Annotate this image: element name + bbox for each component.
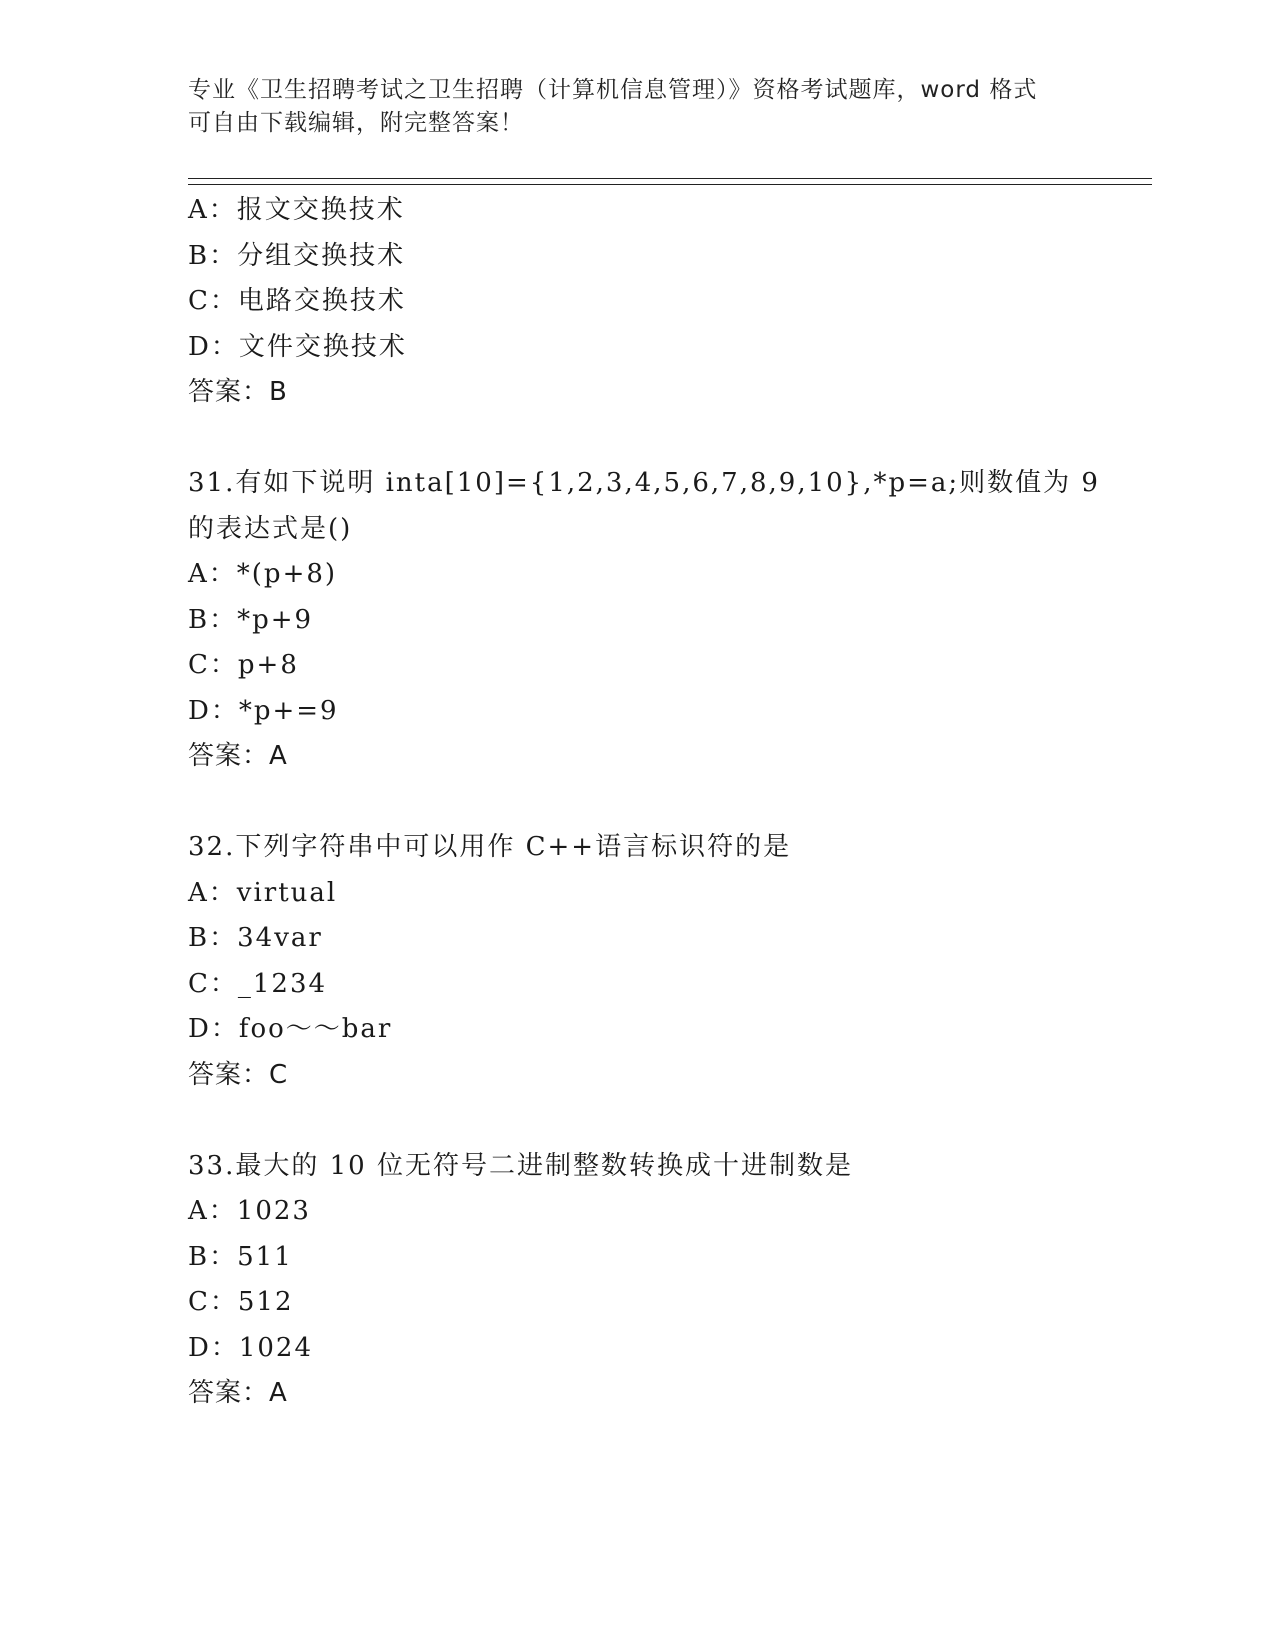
answer-line: 答案：A: [188, 741, 288, 771]
option-b: B：分组交换技术: [188, 240, 406, 271]
question-32: [188, 825, 1108, 1098]
header-title-line-1: 专业《卫生招聘考试之卫生招聘（计算机信息管理）》资格考试题库，word 格式: [188, 77, 1038, 103]
spacer: [188, 1098, 1108, 1144]
option-c: C：_1234: [188, 968, 328, 999]
option-b: B：511: [188, 1241, 293, 1272]
question-stem-line-1: 33.最大的 10 位无符号二进制整数转换成十进制数是: [188, 1150, 853, 1181]
option-c: C：电路交换技术: [188, 286, 406, 316]
question-stem-line-2: 的表达式是(): [188, 513, 353, 544]
option-d: D：*p+=9: [188, 695, 339, 726]
option-c: C：p+8: [188, 650, 299, 680]
option-a: A：报文交换技术: [188, 195, 405, 225]
document-body: [188, 188, 1108, 1417]
option-d: D：1024: [188, 1332, 314, 1363]
option-d: D：foo～～bar: [188, 1014, 393, 1044]
option-a: A：*(p+8): [188, 559, 338, 589]
option-b: B：*p+9: [188, 604, 314, 635]
spacer: [188, 780, 1108, 826]
option-d: D：文件交换技术: [188, 331, 407, 362]
question-31: [188, 461, 1108, 780]
option-a: A：virtual: [188, 877, 338, 908]
answer-line: 答案：A: [188, 1378, 288, 1408]
document-header: [188, 74, 1088, 140]
option-b: B：34var: [188, 923, 323, 953]
spacer: [188, 416, 1108, 462]
option-c: C：512: [188, 1287, 294, 1317]
question-33: [188, 1144, 1108, 1417]
header-divider-top: [188, 178, 1152, 179]
header-title-line-2: 可自由下载编辑，附完整答案！: [188, 110, 524, 136]
answer-line: 答案：C: [188, 1059, 289, 1090]
question-stem-line-1: 32.下列字符串中可以用作 C++语言标识符的是: [188, 832, 792, 862]
header-divider-bottom: [188, 184, 1152, 185]
option-a: A：1023: [188, 1196, 311, 1226]
question-stem-line-1: 31.有如下说明 inta[10]={1,2,3,4,5,6,7,8,9,10},*p=a;则数值为 9: [188, 468, 1100, 498]
question-30-continued: [188, 188, 1108, 416]
answer-line: 答案：B: [188, 377, 288, 407]
